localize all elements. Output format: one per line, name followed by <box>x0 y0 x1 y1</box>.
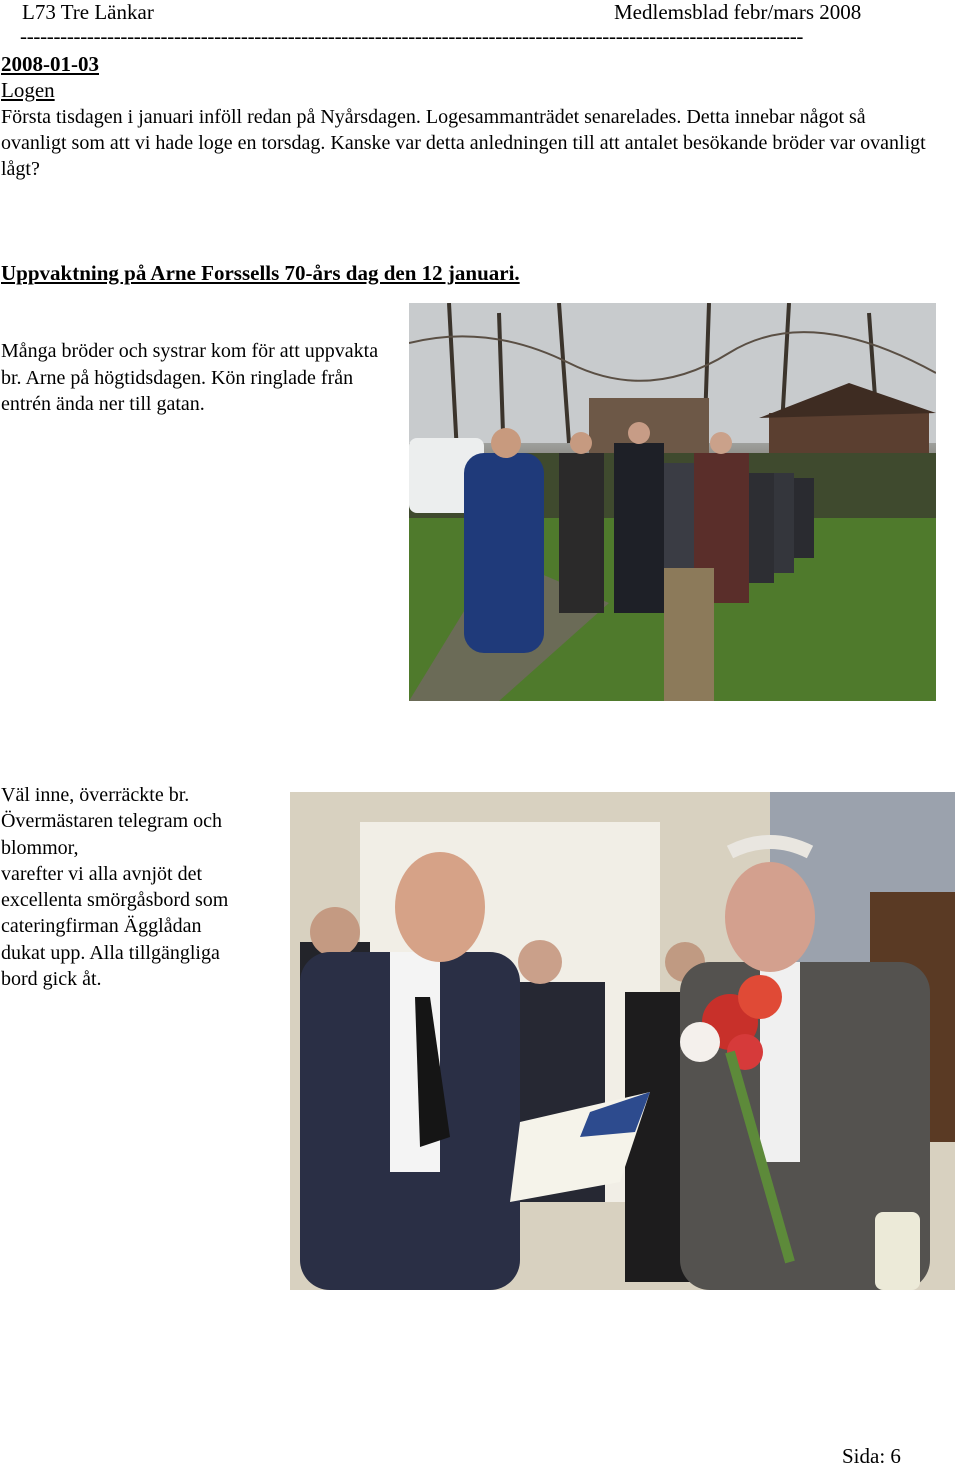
indoor-line-1: Väl inne, överräckte br. <box>1 784 190 806</box>
celebration-heading: Uppvaktning på Arne Forssells 70-års dag den 12 januari. <box>1 261 520 285</box>
indoor-line-7: dukat upp. Alla tillgängliga <box>1 941 220 964</box>
entry-date: 2008-01-03 <box>1 52 99 76</box>
photo-queue-illustration <box>409 303 936 701</box>
section-title: Logen <box>1 78 55 102</box>
page-number: Sida: 6 <box>842 1444 901 1468</box>
header-rule: --------------------------------------------------------------------------------------------------------------------- <box>20 24 804 48</box>
photo-queue-outdoor <box>409 303 936 701</box>
photo-presentation-illustration <box>290 792 955 1290</box>
header-left-title: L73 Tre Länkar <box>22 0 154 24</box>
outdoor-paragraph: Många bröder och systrar kom för att uppvakta br. Arne på högtidsdagen. Kön ringlade från entrén ända ner till gatan. <box>1 340 379 415</box>
indoor-line-6: cateringfirman Ägglådan <box>1 915 202 938</box>
indoor-line-8: bord gick åt. <box>1 968 102 991</box>
indoor-paragraph <box>1 782 281 992</box>
entry-paragraph: Första tisdagen i januari inföll redan på Nyårsdagen. Logesammanträdet senarelades. Detta innebar något så ovanligt som att vi hade loge en torsdag. Kanske var detta anledningen till att antalet besökande bröder var ovanligt lågt? <box>1 106 926 180</box>
header-right-title: Medlemsblad febr/mars 2008 <box>614 0 862 24</box>
indoor-line-2: Övermästaren telegram och <box>1 810 223 833</box>
indoor-line-3: blommor, <box>1 836 79 859</box>
indoor-line-5: excellenta smörgåsbord som <box>1 889 229 912</box>
indoor-line-4: varefter vi alla avnjöt det <box>1 862 203 885</box>
photo-presentation-indoor <box>290 792 955 1290</box>
